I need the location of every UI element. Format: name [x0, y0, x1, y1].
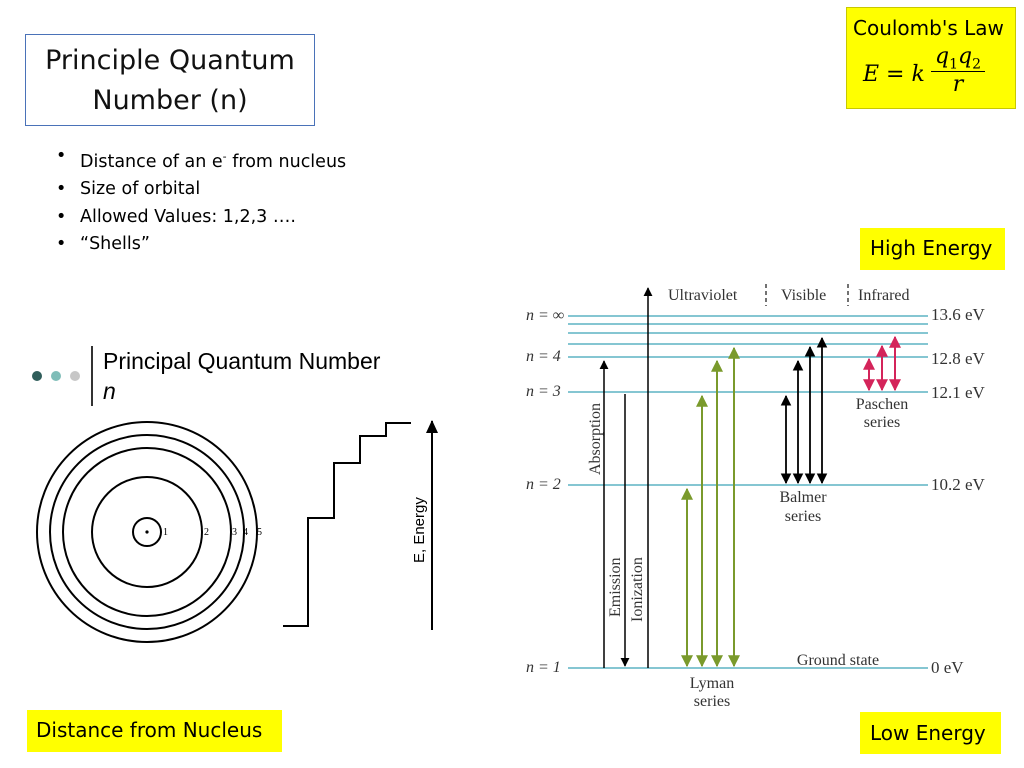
- energy-value: 12.8 eV: [931, 349, 985, 368]
- pqn-symbol: n: [103, 378, 116, 404]
- balmer-label: series: [784, 508, 822, 525]
- lyman-label: series: [693, 693, 731, 710]
- energy-value: 10.2 eV: [931, 475, 985, 494]
- energy-value: 12.1 eV: [931, 383, 985, 402]
- bullet-item: • Distance of an e- from nucleus: [56, 143, 346, 176]
- energy-axis-arrowhead: [426, 420, 438, 433]
- band-label-visible: Visible: [781, 287, 827, 304]
- level-label: n = 4: [526, 348, 561, 365]
- level-label: n = 2: [526, 476, 561, 493]
- level-label: n = ∞: [526, 307, 565, 324]
- paschen-label: Paschen: [855, 396, 909, 413]
- shell-label: 4: [243, 527, 248, 538]
- ionization-label: Ionization: [629, 557, 646, 622]
- level-label: n = 3: [526, 383, 561, 400]
- paschen-label: series: [863, 414, 901, 431]
- distance-from-nucleus-label: Distance from Nucleus: [27, 710, 282, 752]
- band-label-infrared: Infrared: [858, 287, 910, 304]
- shell-label: 5: [257, 527, 262, 538]
- energy-value: 0 eV: [931, 658, 964, 677]
- bullet-item: • Allowed Values: 1,2,3 ….: [56, 204, 346, 232]
- low-energy-label: Low Energy: [860, 712, 1001, 754]
- lyman-arrows: [687, 348, 734, 666]
- energy-value: 13.6 eV: [931, 305, 985, 324]
- bullet-item: • “Shells”: [56, 231, 346, 259]
- paschen-arrows: [869, 337, 895, 390]
- bullet-item: • Size of orbital: [56, 176, 346, 204]
- coulomb-law-title: Coulomb's Law: [853, 16, 1004, 40]
- energy-level-diagram: [526, 284, 986, 710]
- shell-label: 3: [232, 527, 237, 538]
- energy-axis-label: E, Energy: [411, 497, 428, 563]
- balmer-arrows: [786, 338, 822, 483]
- band-label-ultraviolet: Ultraviolet: [668, 287, 738, 304]
- page-title-line2: Number (n): [92, 85, 248, 116]
- shell-label: 1: [163, 527, 168, 538]
- pqn-title: Principal Quantum Number: [103, 348, 381, 374]
- high-energy-label: High Energy: [860, 228, 1005, 270]
- level-label: n = 1: [526, 659, 561, 676]
- ground-state-label: Ground state: [796, 652, 880, 669]
- absorption-label: Absorption: [587, 403, 604, 475]
- lyman-label: Lyman: [689, 675, 735, 692]
- balmer-label: Balmer: [779, 489, 827, 506]
- shell-label: 2: [204, 527, 209, 538]
- emission-label: Emission: [607, 557, 624, 617]
- nucleus: [145, 530, 148, 533]
- coulomb-law-box: Coulomb's Law E = k $q_1q_2$ r: [846, 7, 1016, 109]
- page-title-line1: Principle Quantum: [45, 45, 295, 76]
- energy-staircase: [283, 423, 411, 626]
